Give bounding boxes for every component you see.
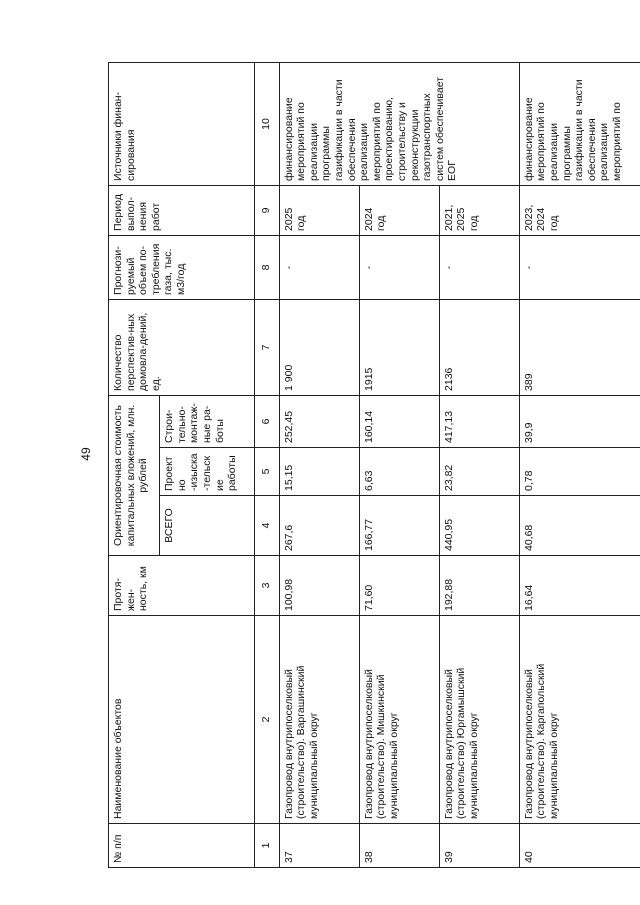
table-row bbox=[279, 62, 359, 867]
row-num: 39 bbox=[439, 824, 519, 868]
col-number: 3 bbox=[254, 556, 279, 616]
row-funding: финансирование мероприятий по реализации программы газификации в части обеспечения реализации мероприятий по bbox=[519, 62, 640, 185]
header-name: Наименование объектов bbox=[109, 616, 255, 824]
row-num: 37 bbox=[279, 824, 359, 868]
row-length: 16,64 bbox=[519, 556, 640, 616]
row-period: 2021, 2025 год bbox=[439, 185, 519, 235]
objects-table bbox=[108, 62, 640, 868]
header-cost-design: Проектно -изыска-тельские работы bbox=[160, 448, 254, 496]
col-number: 1 bbox=[254, 824, 279, 868]
header-households: Количество перспектив-ных домовла-дений, ед. bbox=[109, 299, 255, 395]
row-length: 71,60 bbox=[359, 556, 439, 616]
row-build: 39,9 bbox=[519, 395, 640, 447]
header-cost-total: ВСЕГО bbox=[160, 496, 254, 556]
col-number: 10 bbox=[254, 62, 279, 185]
row-households: 1915 bbox=[359, 299, 439, 395]
table-row bbox=[519, 62, 640, 867]
row-name: Газопровод внутрипоселковый (строительство). Каргапольский муниципальный округ bbox=[519, 616, 640, 824]
row-total: 440,95 bbox=[439, 496, 519, 556]
row-design: 6,63 bbox=[359, 448, 439, 496]
row-gas: - bbox=[439, 235, 519, 299]
header-length: Протя-жен-ность, км bbox=[109, 556, 255, 616]
row-households: 389 bbox=[519, 299, 640, 395]
row-length: 192,88 bbox=[439, 556, 519, 616]
row-households: 2136 bbox=[439, 299, 519, 395]
header-period: Период выпол-нения работ bbox=[109, 185, 255, 235]
header-cost: Ориентировочная стоимость капитальных вложений, млн. рублей bbox=[109, 395, 160, 555]
row-period: 2025 год bbox=[279, 185, 359, 235]
col-number: 9 bbox=[254, 185, 279, 235]
row-period: 2024 год bbox=[359, 185, 439, 235]
doc-table-wrap bbox=[108, 63, 640, 868]
row-design: 0,78 bbox=[519, 448, 640, 496]
col-number: 8 bbox=[254, 235, 279, 299]
row-total: 267,6 bbox=[279, 496, 359, 556]
col-number: 5 bbox=[254, 448, 279, 496]
col-number: 7 bbox=[254, 299, 279, 395]
page-number: 49 bbox=[79, 447, 93, 461]
row-build: 252,45 bbox=[279, 395, 359, 447]
row-period: 2023, 2024 год bbox=[519, 185, 640, 235]
header-cost-build: Строи-тельно-монтаж-ные ра-боты bbox=[160, 395, 254, 447]
row-num: 38 bbox=[359, 824, 439, 868]
col-number: 6 bbox=[254, 395, 279, 447]
row-build: 417,13 bbox=[439, 395, 519, 447]
col-number: 4 bbox=[254, 496, 279, 556]
row-name: Газопровод внутрипоселковый (строительство) Юргамышский муниципальный округ bbox=[439, 616, 519, 824]
row-total: 166,77 bbox=[359, 496, 439, 556]
row-name: Газопровод внутрипоселковый (строительство). Мишкинский муниципальный округ bbox=[359, 616, 439, 824]
row-build: 160,14 bbox=[359, 395, 439, 447]
row-length: 100,98 bbox=[279, 556, 359, 616]
row-households: 1 900 bbox=[279, 299, 359, 395]
header-funding: Источники финан-сирования bbox=[109, 62, 255, 185]
row-gas: - bbox=[519, 235, 640, 299]
col-number: 2 bbox=[254, 616, 279, 824]
header-num: № п/п bbox=[109, 824, 255, 868]
row-gas: - bbox=[279, 235, 359, 299]
row-design: 23,82 bbox=[439, 448, 519, 496]
header-gas-volume: Прогнози-руемый объем по-требления газа, тыс. м3/год bbox=[109, 235, 255, 299]
row-funding-merged: финансирование мероприятий по реализации программы газификации в части обеспечения реализации мероприятий по проектированию, строительству и реконструкции газотранспортных систем обеспечивает ЕОГ bbox=[279, 62, 519, 185]
row-gas: - bbox=[359, 235, 439, 299]
row-num: 40 bbox=[519, 824, 640, 868]
row-total: 40,68 bbox=[519, 496, 640, 556]
row-design: 15,15 bbox=[279, 448, 359, 496]
row-name: Газопровод внутрипоселковый (строительство). Варгашинский муниципальный округ bbox=[279, 616, 359, 824]
